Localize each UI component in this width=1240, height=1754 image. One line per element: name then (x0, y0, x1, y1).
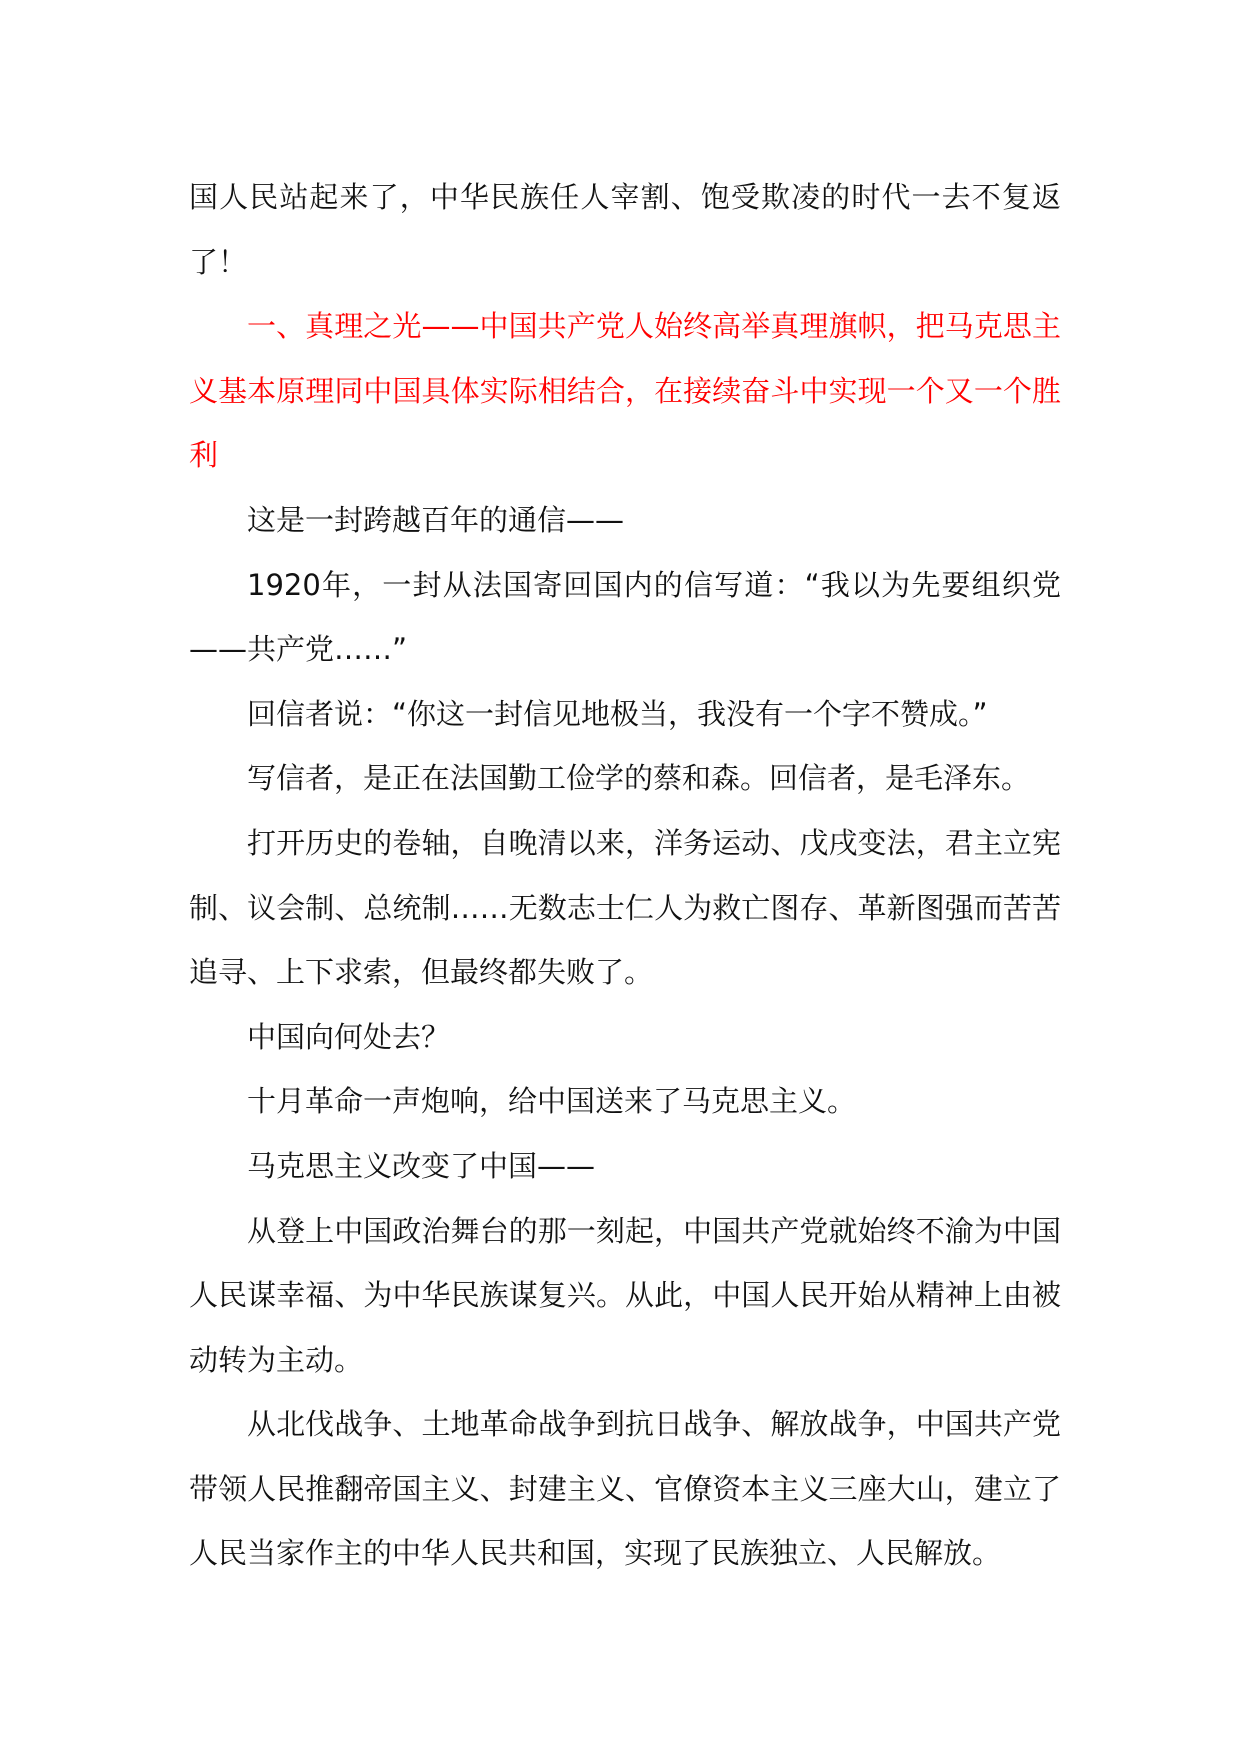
paragraph: 1920年，一封从法国寄回国内的信写道：“我以为先要组织党——共产党……” (189, 567, 1061, 667)
paragraph: 打开历史的卷轴，自晚清以来，洋务运动、戊戌变法，君主立宪制、议会制、总统制……无数志士仁人为救亡图存、革新图强而苦苦追寻、上下求索，但最终都失败了。 (189, 825, 1061, 990)
paragraph: 从北伐战争、土地革命战争到抗日战争、解放战争，中国共产党带领人民推翻帝国主义、封建主义、官僚资本主义三座大山，建立了人民当家作主的中华人民共和国，实现了民族独立、人民解放。 (189, 1407, 1061, 1571)
paragraph: 马克思主义改变了中国—— (247, 1148, 596, 1183)
paragraph: 写信者，是正在法国勤工俭学的蔡和森。回信者，是毛泽东。 (247, 761, 1031, 796)
section-heading: 一、真理之光——中国共产党人始终高举真理旗帜，把马克思主义基本原理同中国具体实际相结合，在接续奋斗中实现一个又一个胜利 (189, 309, 1061, 473)
document-body (189, 165, 1061, 1586)
paragraph: 十月革命一声炮响，给中国送来了马克思主义。 (247, 1084, 857, 1119)
paragraph: 从登上中国政治舞台的那一刻起，中国共产党就始终不渝为中国人民谋幸福、为中华民族谋复兴。从此，中国人民开始从精神上由被动转为主动。 (189, 1213, 1061, 1377)
paragraph-continuation: 国人民站起来了，中华民族任人宰割、饱受欺凌的时代一去不复返了！ (189, 180, 1061, 279)
paragraph: 回信者说：“你这一封信见地极当，我没有一个字不赞成。” (247, 696, 988, 731)
paragraph: 这是一封跨越百年的通信—— (247, 502, 625, 537)
paragraph: 中国向何处去？ (247, 1019, 451, 1054)
